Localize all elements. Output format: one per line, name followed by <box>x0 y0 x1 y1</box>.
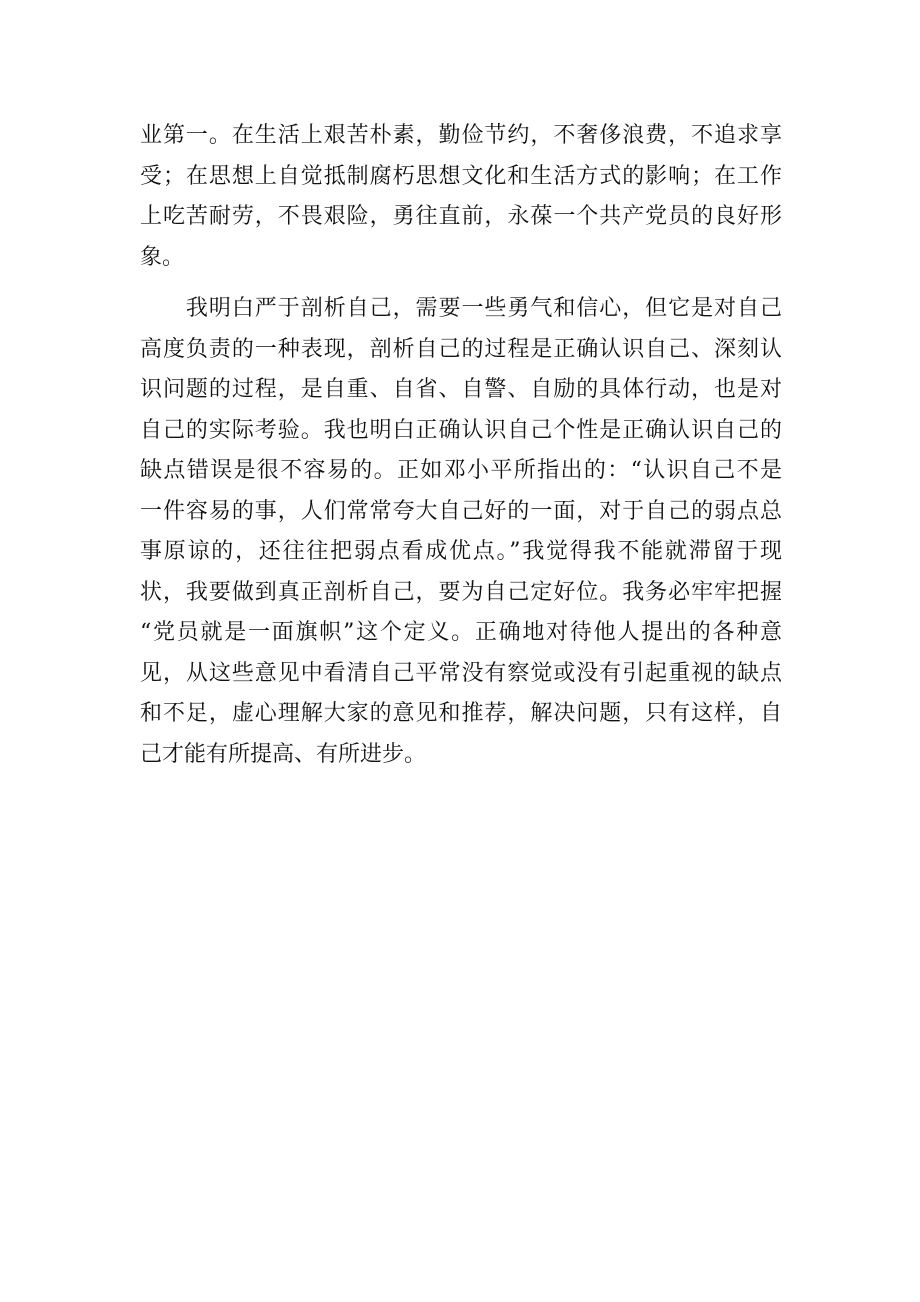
document-body <box>140 116 782 775</box>
text-line: 一件容易的事，人们常常夸大自己好的一面，对于自己的弱点总 <box>140 498 782 524</box>
paragraph <box>140 116 782 278</box>
text-line: 见，从这些意见中看清自己平常没有察觉或没有引起重视的缺点 <box>140 660 782 686</box>
text-line: 象。 <box>140 244 185 270</box>
paragraph <box>140 289 782 775</box>
text-line: 业第一。在生活上艰苦朴素，勤俭节约，不奢侈浪费，不追求享 <box>140 123 782 148</box>
text-line: 上吃苦耐劳，不畏艰险，勇往直前，永葆一个共产党员的良好形 <box>140 204 782 229</box>
text-line: 状，我要做到真正剖析自己，要为自己定好位。我务必牢牢把握 <box>140 579 782 605</box>
text-line: 和不足，虚心理解大家的意见和推荐，解决问题，只有这样，自 <box>140 701 782 726</box>
text-line: “党员就是一面旗帜”这个定义。正确地对待他人提出的各种意 <box>140 620 782 645</box>
text-line: 受；在思想上自觉抵制腐朽思想文化和生活方式的影响；在工作 <box>140 163 782 189</box>
text-line: 识问题的过程，是自重、自省、自警、自励的具体行动，也是对 <box>140 377 782 402</box>
text-line: 高度负责的一种表现，剖析自己的过程是正确认识自己、深刻认 <box>140 336 782 362</box>
text-line: 缺点错误是很不容易的。正如邓小平所指出的：“认识自己不是 <box>140 458 782 483</box>
text-line: 事原谅的，还往往把弱点看成优点。”我觉得我不能就滞留于现 <box>140 539 782 564</box>
text-line: 自己的实际考验。我也明白正确认识自己个性是正确认识自己的 <box>140 417 782 443</box>
paragraph-spacing <box>140 278 782 289</box>
text-line: 我明白严于剖析自己，需要一些勇气和信心，但它是对自己 <box>140 296 782 321</box>
text-line: 己才能有所提高、有所进步。 <box>140 741 427 767</box>
